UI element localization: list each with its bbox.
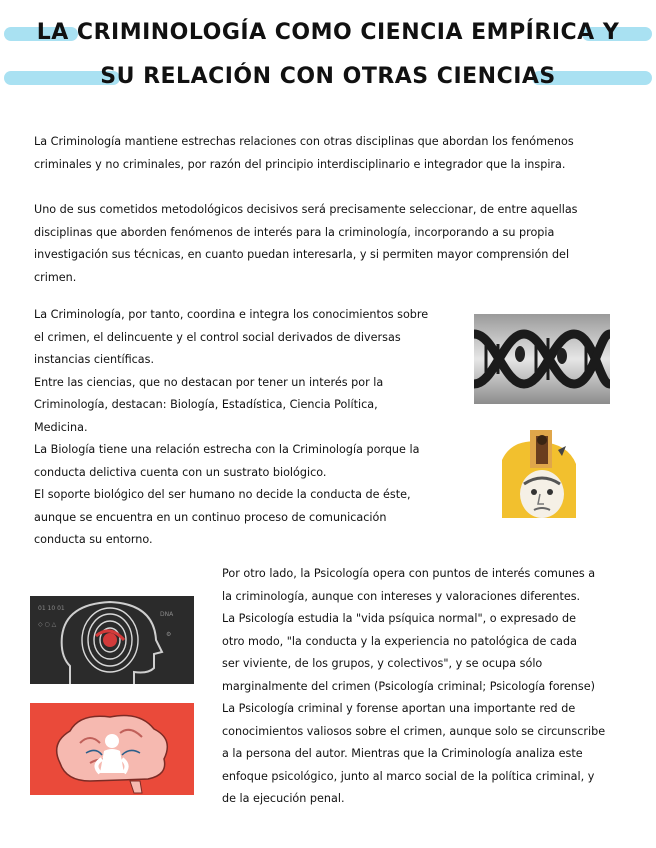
svg-text:⚙: ⚙ <box>166 631 172 638</box>
psychology-paragraph: Por otro lado, la Psicología opera con puntos de interés comunes a la criminología, aunque con intereses y valoraciones diferentes. La Psicología estudia la "vida psíquica normal", o expresado de otro modo, "la conducta y la experiencia no patológica de cada ser viviente, de los grupos, y colectivos", y se ocupa sólo marginalmente del crimen (Psicología criminal; Psicología forense) La Psicología criminal y forense aportan una importante red de conocimientos valiosos sobre el crimen, aunque solo se circunscribe a la persona del autor. Mientras que la Criminología analiza este enfoque psicológico, junto al marco social de la política criminal, y de la ejecución penal. <box>222 567 606 805</box>
svg-text:DNA: DNA <box>160 611 174 618</box>
fingerprint-icon <box>30 596 194 684</box>
page-title-line-2: SU RELACIÓN CON OTRAS CIENCIAS <box>100 64 556 89</box>
svg-text:01 10 01: 01 10 01 <box>38 605 65 612</box>
face-portrait-icon <box>502 430 576 518</box>
brain-icon <box>30 703 194 795</box>
dna-bars-image <box>474 314 610 404</box>
svg-text:◇ ○ △: ◇ ○ △ <box>38 621 57 628</box>
portrait-illustration <box>502 430 576 518</box>
page-title-line-1: LA CRIMINOLOGÍA COMO CIENCIA EMPÍRICA Y <box>36 20 620 45</box>
brain-person-image <box>30 703 194 795</box>
methods-paragraph: Uno de sus cometidos metodológicos decisivos será precisamente seleccionar, de entre aquellas disciplinas que aborden fenómenos de interés para la criminología, incorporando a su propia investigación sus técnicas, en cuanto puedan interesarla, y si permiten mayor comprensión del crimen. <box>34 203 578 284</box>
biology-paragraph: La Criminología, por tanto, coordina e integra los conocimientos sobre el crimen, el delincuente y el control social derivados de diversas instancias científicas. Entre las ciencias, que no destacan por tener un interés por la Criminología, destacan: Biología, Estadística, Ciencia Política, Medicina. La Biología tiene una relación estrecha con la Criminología porque la conducta delictiva cuenta con un sustrato biológico. El soporte biológico del ser humano no decide la conducta de éste, aunque se encuentra en un continuo proceso de comunicación conducta su entorno. <box>34 308 429 546</box>
intro-paragraph: La Criminología mantiene estrechas relaciones con otras disciplinas que abordan los fenómenos criminales y no criminales, por razón del principio interdisciplinario e integrador que la inspira. <box>34 135 574 171</box>
fingerprint-head-image <box>30 596 194 684</box>
dna-helix-icon <box>474 314 610 404</box>
